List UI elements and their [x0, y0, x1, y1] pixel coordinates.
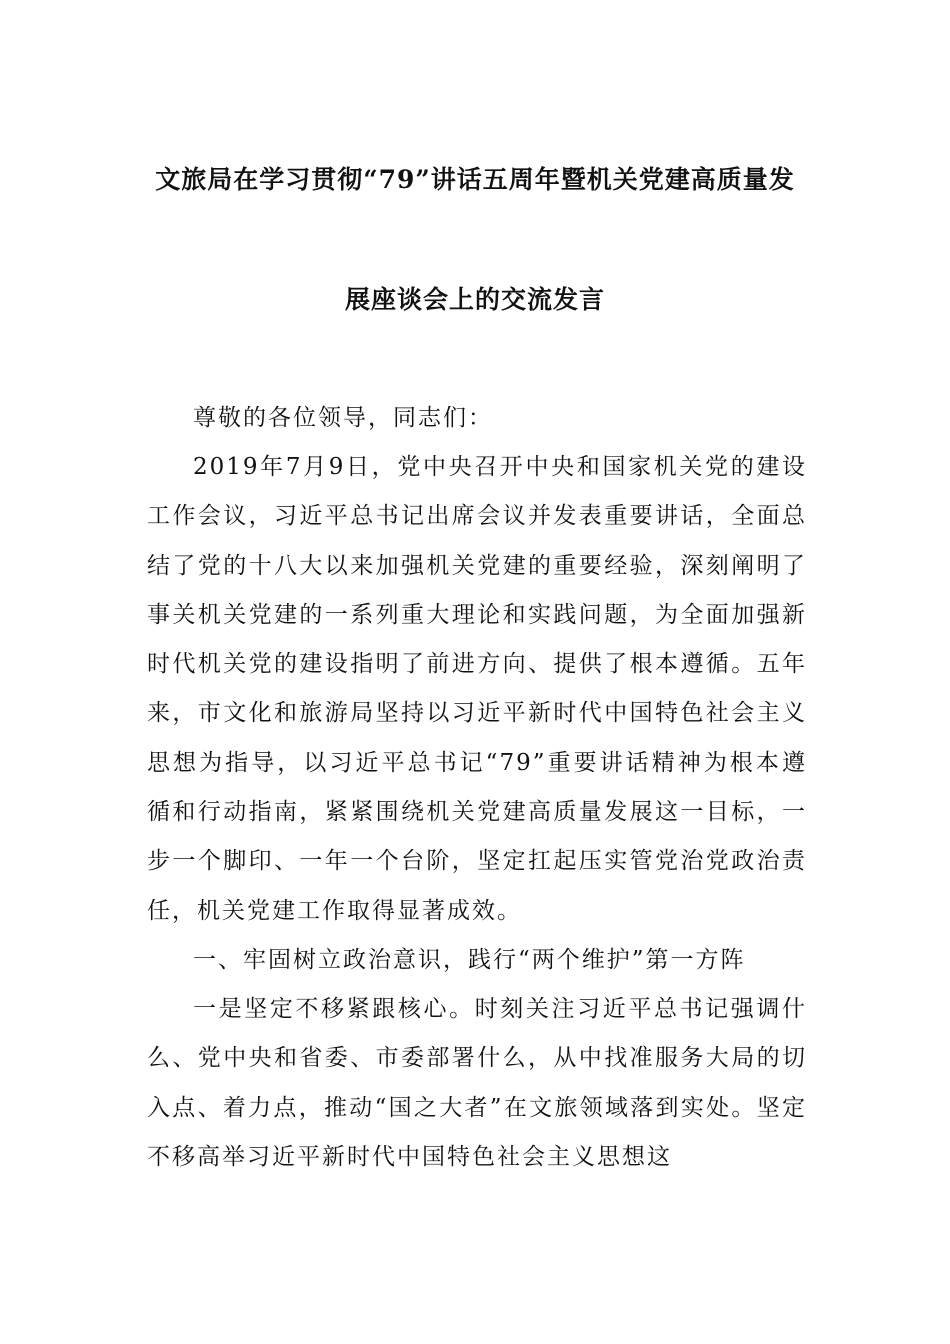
document-title-line-2: 展座谈会上的交流发言	[344, 285, 605, 314]
paragraph-2	[147, 985, 807, 1182]
paragraph-1	[147, 443, 807, 936]
paragraph-1-text: 2019年7月9日，党中央召开中央和国家机关党的建设工作会议，习近平总书记出席会议并发表重要讲话，全面总结了党的十八大以来加强机关党建的重要经验，深刻阐明了事关机关党建的一系列重大理论和实践问题，为全面加强新时代机关党的建设指明了前进方向、提供了根本遵循。五年来，市文化和旅游局坚持以习近平新时代中国特色社会主义思想为指导，以习近平总书记“79”重要讲话精神为根本遵循和行动指南，紧紧围绕机关党建高质量发展这一目标，一步一个脚印、一年一个台阶，坚定扛起压实管党治党政治责任，机关党建工作取得显著成效。	[147, 454, 807, 924]
document-title-line-1: 文旅局在学习贯彻“79”讲话五周年暨机关党建高质量发	[155, 165, 795, 194]
section-heading-1-text: 一、牢固树立政治意识，践行“两个维护”第一方阵	[193, 947, 746, 973]
greeting-text: 尊敬的各位领导，同志们：	[193, 405, 493, 431]
greeting	[147, 394, 807, 443]
section-heading-1	[147, 936, 807, 985]
paragraph-2-text: 一是坚定不移紧跟核心。时刻关注习近平总书记强调什么、党中央和省委、市委部署什么，从中找准服务大局的切入点、着力点，推动“国之大者”在文旅领域落到实处。坚定不移高举习近平新时代中国特色社会主义思想这	[147, 996, 807, 1170]
